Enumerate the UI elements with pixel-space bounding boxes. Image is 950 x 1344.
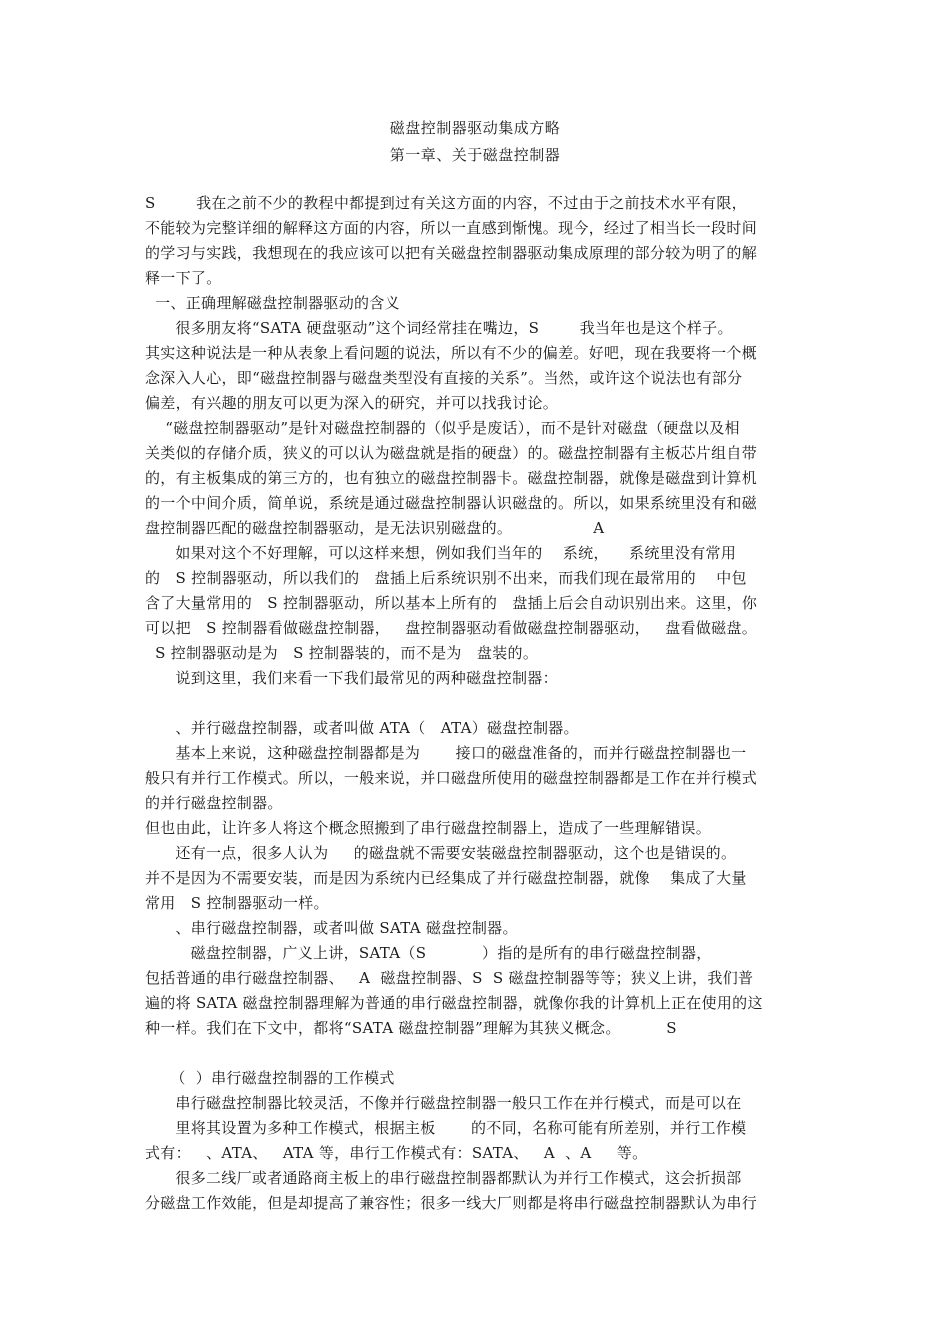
body-line: 的并行磁盘控制器。 <box>145 794 283 812</box>
body-line: S 我在之前不少的教程中都提到过有关这方面的内容，不过由于之前技术水平有限， <box>145 194 747 212</box>
body-line: 不能较为完整详细的解释这方面的内容，所以一直感到惭愧。现今，经过了相当长一段时间 <box>145 219 758 237</box>
body-line: 一、正确理解磁盘控制器驱动的含义 <box>145 294 400 312</box>
body-line: （ ）串行磁盘控制器的工作模式 <box>145 1069 395 1087</box>
body-line: 分磁盘工作效能，但是却提高了兼容性；很多一线大厂则都是将串行磁盘控制器默认为串行 <box>145 1194 758 1212</box>
body-line: 、串行磁盘控制器，或者叫做 SATA 磁盘控制器。 <box>145 919 518 937</box>
body-line: 很多二线厂或者通路商主板上的串行磁盘控制器都默认为并行工作模式，这会折损部 <box>145 1169 742 1187</box>
body-line: S 控制器驱动是为 S 控制器装的，而不是为 盘装的。 <box>145 644 539 662</box>
chapter-title: 第一章、关于磁盘控制器 <box>389 146 561 164</box>
body-line: 的 S 控制器驱动，所以我们的 盘插上后系统识别不出来，而我们现在最常用的 中包 <box>145 569 747 587</box>
body-line: 其实这种说法是一种从表象上看问题的说法，所以有不少的偏差。好吧，现在我要将一个概 <box>145 344 758 362</box>
body-line: 偏差，有兴趣的朋友可以更为深入的研究，并可以找我讨论。 <box>145 394 559 412</box>
body-line: 很多朋友将“SATA 硬盘驱动”这个词经常挂在嘴边，S 我当年也是这个样子。 <box>145 319 733 337</box>
body-line: 遍的将 SATA 磁盘控制器理解为普通的串行磁盘控制器，就像你我的计算机上正在使用的这 <box>145 994 763 1012</box>
body-line: 种一样。我们在下文中，都将“SATA 磁盘控制器”理解为其狭义概念。 S <box>145 1019 677 1037</box>
body-line: 还有一点，很多人认为 的磁盘就不需要安装磁盘控制器驱动，这个也是错误的。 <box>145 844 737 862</box>
body-line: 的一个中间介质，简单说，系统是通过磁盘控制器认识磁盘的。所以，如果系统里没有和磁 <box>145 494 758 512</box>
body-line: 磁盘控制器，广义上讲，SATA（S ）指的是所有的串行磁盘控制器， <box>145 944 712 962</box>
body-line: “磁盘控制器驱动”是针对磁盘控制器的（似乎是废话），而不是针对磁盘（硬盘以及相 <box>145 419 740 437</box>
body-line: 念深入人心，即“磁盘控制器与磁盘类型没有直接的关系”。当然，或许这个说法也有部分 <box>145 369 743 387</box>
body-line: 串行磁盘控制器比较灵活，不像并行磁盘控制器一般只工作在并行模式，而是可以在 <box>145 1094 742 1112</box>
body-line: 的，有主板集成的第三方的，也有独立的磁盘控制器卡。磁盘控制器，就像是磁盘到计算机 <box>145 469 758 487</box>
body-line: 、并行磁盘控制器，或者叫做 ATA（ ATA）磁盘控制器。 <box>145 719 579 737</box>
document-title: 磁盘控制器驱动集成方略 <box>389 119 561 137</box>
body-line: 关类似的存储介质，狭义的可以认为磁盘就是指的硬盘）的。磁盘控制器有主板芯片组自带 <box>145 444 758 462</box>
body-line: 里将其设置为多种工作模式，根据主板 的不同，名称可能有所差别，并行工作模 <box>145 1119 747 1137</box>
body-line: 可以把 S 控制器看做磁盘控制器， 盘控制器驱动看做磁盘控制器驱动， 盘看做磁盘。 <box>145 619 758 637</box>
body-line: 释一下了。 <box>145 269 222 287</box>
body-line: 基本上来说，这种磁盘控制器都是为 接口的磁盘准备的，而并行磁盘控制器也一 <box>145 744 747 762</box>
body-line: 常用 S 控制器驱动一样。 <box>145 894 329 912</box>
body-line: 包括普通的串行磁盘控制器、 A 磁盘控制器、S S 磁盘控制器等等；狭义上讲，我们普 <box>145 969 754 987</box>
body-line: 的学习与实践，我想现在的我应该可以把有关磁盘控制器驱动集成原理的部分较为明了的解 <box>145 244 758 262</box>
body-line: 般只有并行工作模式。所以，一般来说，并口磁盘所使用的磁盘控制器都是工作在并行模式 <box>145 769 758 787</box>
body-line: 含了大量常用的 S 控制器驱动，所以基本上所有的 盘插上后会自动识别出来。这里，你 <box>145 594 758 612</box>
body-line: 但也由此，让许多人将这个概念照搬到了串行磁盘控制器上，造成了一些理解错误。 <box>145 819 712 837</box>
body-line: 盘控制器匹配的磁盘控制器驱动，是无法识别磁盘的。 A <box>145 519 605 537</box>
body-line: 如果对这个不好理解，可以这样来想，例如我们当年的 系统， 系统里没有常用 <box>145 544 737 562</box>
body-line: 说到这里，我们来看一下我们最常见的两种磁盘控制器： <box>145 669 558 687</box>
body-line: 式有： 、ATA、 ATA 等，串行工作模式有：SATA、 A 、A 等。 <box>145 1144 648 1162</box>
body-line: 并不是因为不需要安装，而是因为系统内已经集成了并行磁盘控制器，就像 集成了大量 <box>145 869 747 887</box>
